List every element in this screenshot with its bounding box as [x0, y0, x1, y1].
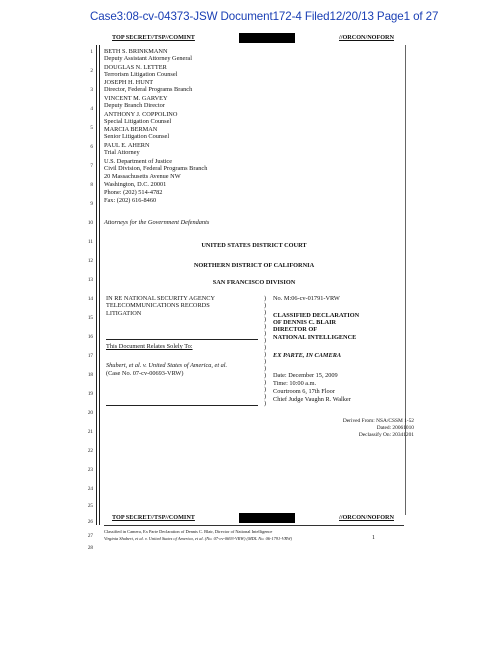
redaction-box	[239, 33, 295, 43]
line-number: 12	[87, 258, 93, 264]
address-line: U.S. Department of Justice	[104, 158, 173, 165]
line-number: 1	[90, 49, 93, 55]
line-number: 4	[90, 106, 93, 112]
counsel-title: Deputy Branch Director	[104, 102, 165, 109]
in-re-line: LITIGATION	[106, 310, 142, 317]
classification-banner-bottom	[112, 513, 404, 524]
fax-line: Fax: (202) 616-8460	[104, 197, 157, 204]
counsel-title: Senior Litigation Counsel	[104, 133, 170, 140]
counsel-title: Trial Attorney	[104, 149, 140, 156]
line-number: 26	[87, 519, 93, 525]
counsel-name: MARCIA BERMAN	[104, 126, 158, 133]
ecf-header-stamp: Case3:08-cv-04373-JSW Document172-4 Filed12/20/13 Page1 of 27	[90, 10, 439, 23]
declaration-title: DIRECTOR OF	[273, 326, 318, 333]
in-re-line: TELECOMMUNICATIONS RECORDS	[106, 302, 210, 309]
related-case	[106, 362, 227, 369]
line-number: 24	[87, 486, 93, 492]
line-number: 22	[87, 448, 93, 454]
line-number: 7	[90, 163, 93, 169]
counsel-name: BETH S. BRINKMANN	[104, 48, 168, 55]
line-number: 15	[87, 315, 93, 321]
court-district: NORTHERN DISTRICT OF CALIFORNIA	[193, 262, 315, 269]
related-case-title: Shubert, et al. v. United States of America, et al.	[106, 362, 228, 369]
banner-left-text: TOP SECRET//TSP//COMINT	[112, 514, 195, 521]
line-number: 19	[87, 391, 93, 397]
court-name: UNITED STATES DISTRICT COURT	[201, 242, 307, 249]
line-number: 3	[90, 87, 93, 93]
banner-right-text: //ORCON/NOFORN	[339, 514, 394, 521]
court-division: SAN FRANCISCO DIVISION	[212, 279, 296, 286]
line-number: 16	[87, 334, 93, 340]
line-number: 13	[87, 277, 93, 283]
line-number: 5	[90, 125, 93, 131]
counsel-title: Director, Federal Programs Branch	[104, 86, 193, 93]
counsel-name: ANTHONY J. COPPOLINO	[104, 111, 178, 118]
line-number: 21	[87, 429, 93, 435]
caption-divider	[106, 339, 258, 340]
line-number: 27	[87, 533, 93, 539]
address-line: Civil Division, Federal Programs Branch	[104, 165, 208, 172]
margin-rule	[96, 45, 97, 525]
attorneys-for: Attorneys for the Government Defendants	[104, 219, 210, 226]
page-number: 1	[372, 535, 375, 541]
declaration-title: OF DENNIS C. BLAIR	[273, 319, 337, 326]
line-number: 18	[87, 372, 93, 378]
line-number: 10	[87, 220, 93, 226]
mdl-number: No. M:06-cv-01791-VRW	[273, 295, 340, 302]
caption-bracket: ) ) ) ) ) ) ) ) ) ) ) ) ) ) ) )	[264, 295, 267, 407]
line-number: 11	[88, 239, 93, 245]
counsel-title: Deputy Assistant Attorney General	[104, 55, 192, 62]
relates-to: This Document Relates Solely To:	[106, 343, 193, 350]
line-number: 25	[87, 503, 93, 509]
related-case-number: (Case No. 07-cv-00693-VRW)	[106, 370, 184, 377]
line-number: 8	[90, 182, 93, 188]
counsel-name: JOSEPH H. HUNT	[104, 79, 154, 86]
classification-banner-top	[112, 33, 404, 44]
margin-rule-right	[405, 45, 406, 515]
line-number: 20	[87, 410, 93, 416]
footer-divider	[104, 525, 404, 526]
margin-rule	[99, 45, 100, 525]
redaction-box	[239, 513, 295, 523]
derived-dated: Dated: 20061010	[376, 425, 414, 431]
address-line: 20 Massachusetts Avenue NW	[104, 173, 181, 180]
declassify-on: Declassify On: 20341201	[358, 432, 414, 438]
banner-left-text: TOP SECRET//TSP//COMINT	[112, 34, 195, 41]
line-number: 28	[87, 545, 93, 551]
ex-parte-label: EX PARTE, IN CAMERA	[273, 352, 342, 359]
hearing-date: Date: December 15, 2009	[273, 372, 338, 379]
declaration-title: CLASSIFIED DECLARATION	[273, 312, 360, 319]
derived-from: Derived From: NSA/CSSM 1-52	[342, 418, 414, 424]
line-number: 2	[90, 68, 93, 74]
footer-line: Virginia Shubert, et al. v. United States of America, et al. (No. 07-cv-0693-VRW) (MDL No. 06-1791-VRW)	[104, 536, 293, 541]
phone-line: Phone: (202) 514-4782	[104, 189, 163, 196]
judge: Chief Judge Vaughn R. Walker	[273, 396, 351, 403]
in-re-line: IN RE NATIONAL SECURITY AGENCY	[106, 295, 216, 302]
banner-right-text: //ORCON/NOFORN	[339, 34, 394, 41]
courtroom: Courtroom 6, 17th Floor	[273, 388, 335, 395]
document-page	[82, 25, 414, 565]
line-number: 9	[90, 201, 93, 207]
counsel-name: PAUL E. AHERN	[104, 142, 150, 149]
line-number: 23	[87, 467, 93, 473]
counsel-name: VINCENT M. GARVEY	[104, 95, 168, 102]
line-number: 6	[90, 144, 93, 150]
address-line: Washington, D.C. 20001	[104, 181, 167, 188]
footer-line: Classified in Camera, Ex Parte Declaration of Dennis C. Blair, Director of National Intelligence	[104, 529, 273, 534]
line-number: 17	[87, 353, 93, 359]
hearing-time: Time: 10:00 a.m.	[273, 380, 317, 387]
counsel-title: Terrorism Litigation Counsel	[104, 71, 178, 78]
counsel-name: DOUGLAS N. LETTER	[104, 64, 167, 71]
line-number: 14	[87, 296, 93, 302]
caption-divider	[106, 405, 258, 406]
declaration-title: NATIONAL INTELLIGENCE	[273, 334, 357, 341]
counsel-title: Special Litigation Counsel	[104, 118, 172, 125]
